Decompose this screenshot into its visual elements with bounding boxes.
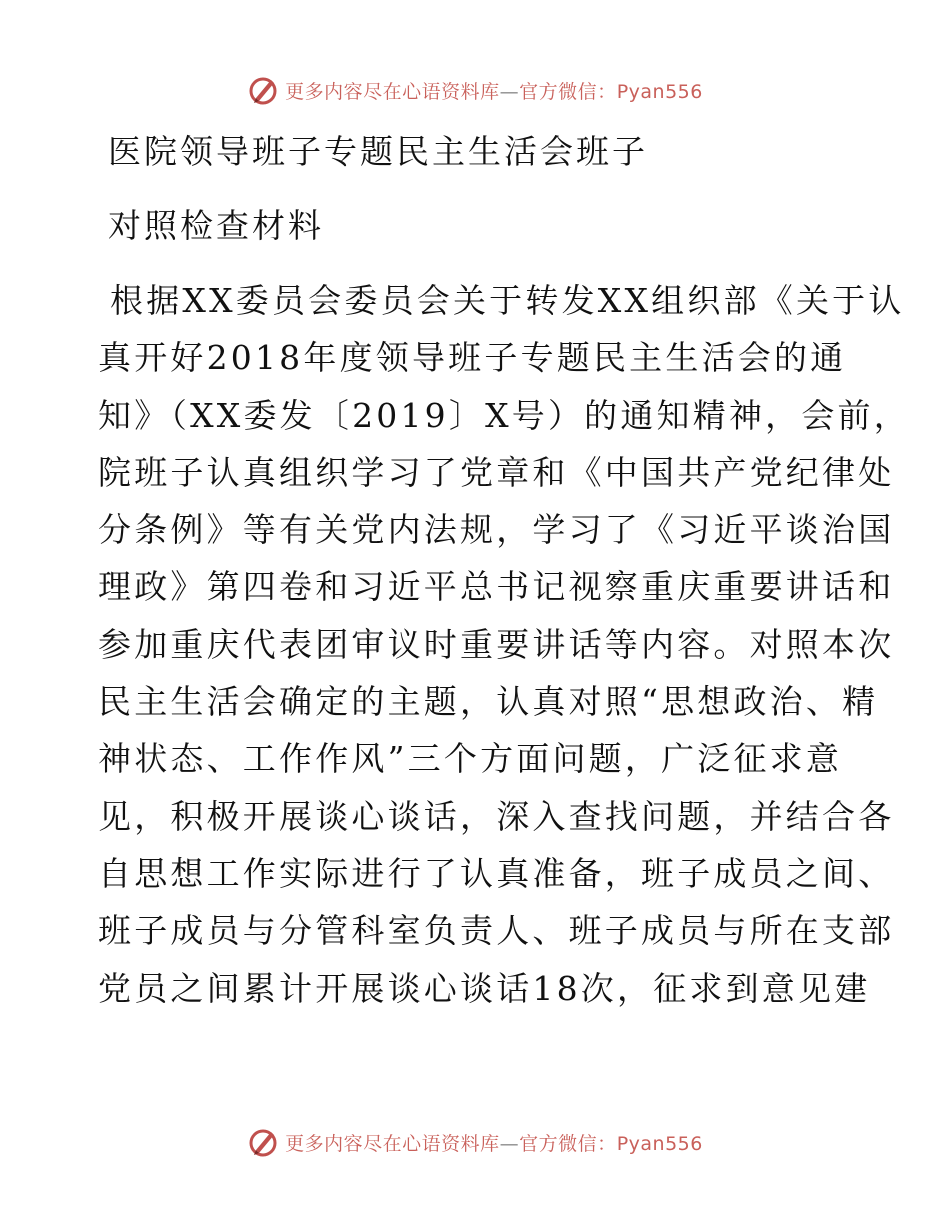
body-line: 院班子认真组织学习了党章和《中国共产党纪律处 xyxy=(98,452,895,492)
body-line: 参加重庆代表团审议时重要讲话等内容。对照本次 xyxy=(98,624,895,664)
body-line: 班子成员与分管科室负责人、班子成员与所在支部 xyxy=(98,911,895,951)
watermark-wechat-label: 官方微信： xyxy=(519,80,617,103)
watermark-wechat-id: Pyan556 xyxy=(616,1132,703,1155)
body-line: 分条例》等有关党内法规，学习了《习近平谈治国 xyxy=(98,510,895,550)
pen-logo-icon xyxy=(247,1126,279,1158)
watermark-site: 更多内容尽在心语资料库 xyxy=(285,1132,500,1155)
watermark-text xyxy=(285,77,703,104)
body-line: 真开好2018年度领导班子专题民主生活会的通 xyxy=(98,338,847,378)
watermark-banner-bottom xyxy=(0,1122,950,1162)
watermark-banner-top xyxy=(0,70,950,110)
body-line: 神状态、工作作风”三个方面问题，广泛征求意 xyxy=(98,739,843,779)
watermark-separator: — xyxy=(499,80,520,103)
body-line: 根据XX委员会委员会关于转发XX组织部《关于认 xyxy=(110,281,905,320)
body-line: 民主生活会确定的主题，认真对照“思想政治、精 xyxy=(98,682,879,722)
watermark-wechat-id: Pyan556 xyxy=(616,80,703,103)
document-title-line-2: 对照检查材料 xyxy=(108,206,324,245)
body-line: 见，积极开展谈心谈话，深入查找问题，并结合各 xyxy=(98,796,895,836)
body-line: 自思想工作实际进行了认真准备，班子成员之间、 xyxy=(98,853,895,893)
document-body xyxy=(98,272,910,1017)
body-line: 理政》第四卷和习近平总书记视察重庆重要讲话和 xyxy=(98,567,895,607)
body-line: 党员之间累计开展谈心谈话18次，征求到意见建 xyxy=(98,968,871,1008)
pen-logo-icon xyxy=(247,74,279,106)
watermark-site: 更多内容尽在心语资料库 xyxy=(285,80,500,103)
watermark-text xyxy=(285,1129,703,1156)
body-line: 知》（XX委发〔2019〕X号）的通知精神，会前， xyxy=(98,395,910,435)
watermark-wechat-label: 官方微信： xyxy=(519,1132,617,1155)
watermark-separator: — xyxy=(499,1132,520,1155)
document-title-line-1: 医院领导班子专题民主生活会班子 xyxy=(108,132,648,171)
